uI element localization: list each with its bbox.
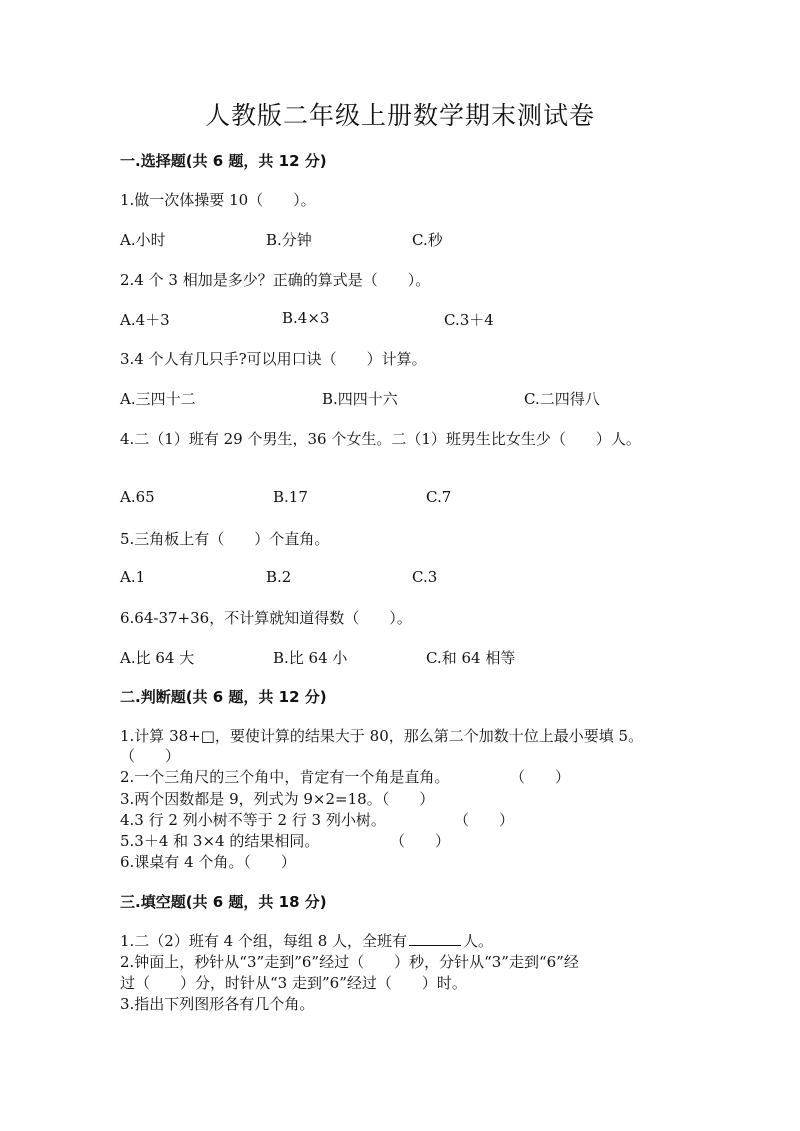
judge-bracket: （ ） <box>390 832 451 850</box>
judge-statement: 1.计算 38+□，要使计算的结果大于 80，那么第二个加数十位上最小要填 5。 <box>120 727 644 745</box>
fill-statement <box>120 930 493 951</box>
judge-statement: 4.3 行 2 列小树不等于 2 行 3 列小树。 <box>120 811 386 829</box>
option-b: B.四四十六 <box>322 390 398 408</box>
page-title: 人教版二年级上册数学期末测试卷 <box>204 101 595 130</box>
option-a: A.65 <box>120 488 155 506</box>
option-a: A.比 64 大 <box>120 649 195 667</box>
fill-text: 1.二（2）班有 4 个组，每组 8 人，全班有 <box>120 932 408 950</box>
option-a: A.小时 <box>120 231 166 249</box>
option-b: B.比 64 小 <box>273 649 348 667</box>
option-c: C.秒 <box>412 231 443 249</box>
judge-statement: 6.课桌有 4 个角。（ ） <box>120 853 296 871</box>
judge-bracket: （ ） <box>120 747 181 765</box>
question-stem: 4.二（1）班有 29 个男生，36 个女生。二（1）班男生比女生少（ ）人。 <box>120 430 641 448</box>
option-c: C.3＋4 <box>444 311 494 329</box>
section-heading-fill: 三.填空题(共 6 题，共 18 分) <box>120 893 327 911</box>
fill-statement: 3.指出下列图形各有几个角。 <box>120 995 315 1013</box>
question-stem: 2.4 个 3 相加是多少？正确的算式是（ ）。 <box>120 271 431 289</box>
option-c: C.3 <box>412 568 438 586</box>
option-c: C.二四得八 <box>524 390 600 408</box>
fill-statement: 过（ ）分，时针从“3 走到”6”经过（ ）时。 <box>120 974 467 992</box>
question-stem: 5.三角板上有（ ）个直角。 <box>120 530 330 548</box>
section-heading-choice: 一.选择题(共 6 题，共 12 分) <box>120 152 327 170</box>
option-c: C.7 <box>426 488 452 506</box>
question-stem: 6.64-37+36，不计算就知道得数（ ）。 <box>120 609 412 627</box>
fill-text: 人。 <box>463 932 494 950</box>
judge-statement: 3.两个因数都是 9，列式为 9×2=18。（ ） <box>120 790 435 808</box>
option-c: C.和 64 相等 <box>426 649 516 667</box>
question-stem: 1.做一次体操要 10（ ）。 <box>120 191 316 209</box>
fill-statement: 2.钟面上，秒针从“3”走到”6”经过（ ）秒，分针从“3”走到“6”经 <box>120 953 579 971</box>
answer-blank <box>409 944 461 946</box>
judge-statement: 5.3＋4 和 3×4 的结果相同。 <box>120 832 320 850</box>
judge-statement: 2.一个三角尺的三个角中，肯定有一个角是直角。 <box>120 768 450 786</box>
option-a: A.1 <box>120 568 146 586</box>
judge-bracket: （ ） <box>454 811 515 829</box>
option-b: B.分钟 <box>266 231 312 249</box>
question-stem: 3.4 个人有几只手?可以用口诀（ ）计算。 <box>120 350 427 368</box>
option-b: B.17 <box>273 488 308 506</box>
section-heading-judge: 二.判断题(共 6 题，共 12 分) <box>120 688 327 706</box>
option-b: B.2 <box>266 568 292 586</box>
option-a: A.4＋3 <box>120 311 170 329</box>
option-b: B.4×3 <box>282 309 330 327</box>
option-a: A.三四十二 <box>120 390 196 408</box>
judge-bracket: （ ） <box>510 768 571 786</box>
